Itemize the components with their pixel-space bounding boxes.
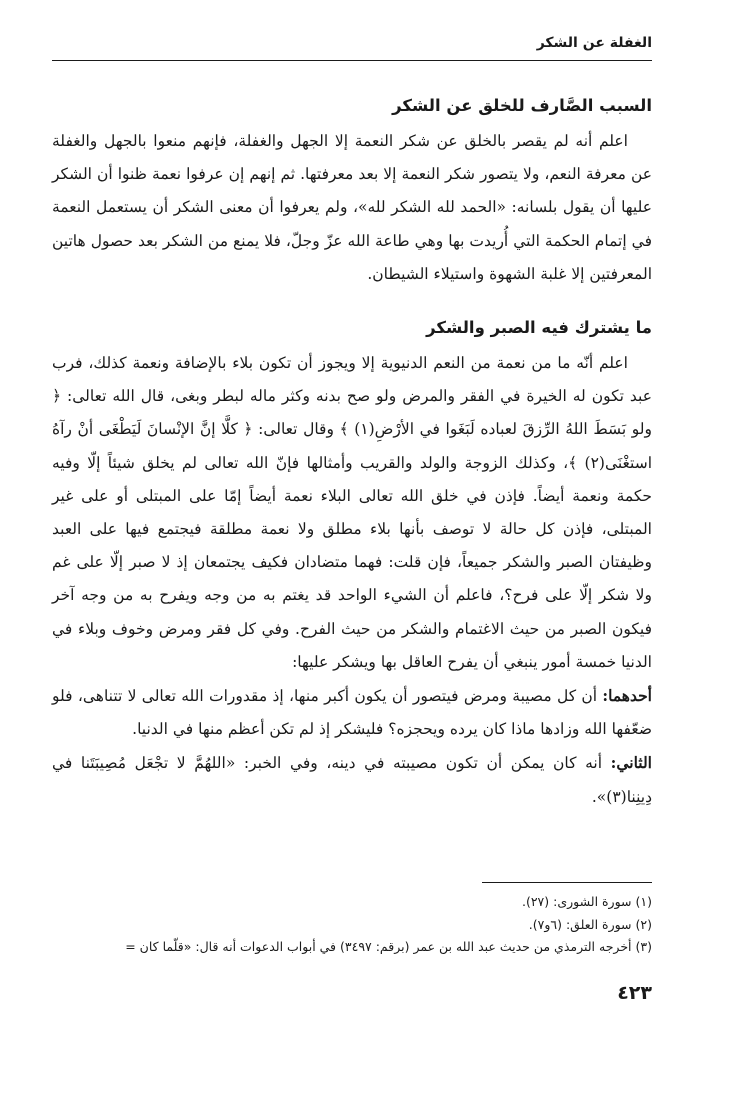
point-1-text: أن كل مصيبة ومرض فيتصور أن يكون أكبر منها، إذ مقدورات الله تعالى لا تتناهى، فلو ضعّفها الله وزادها ماذا كان يرده ويحجزه؟ فليشكر إذ لم تكن أعظم منها في الدنيا. <box>52 687 652 739</box>
footnote-3: (٣) أخرجه الترمذي من حديث عبد الله بن عمر (برقم: ٣٤٩٧) في أبواب الدعوات أنه قال: «قلّما كان = <box>125 939 652 954</box>
page-number: ٤٢٣ <box>617 982 652 1004</box>
section-heading-1: السبب الصَّارف للخلق عن الشكر <box>392 96 652 115</box>
point-1-paragraph <box>52 679 652 746</box>
running-header: الغفلة عن الشكر <box>52 30 652 61</box>
footnote-2: (٢) سورة العلق: (٦و٧). <box>528 916 652 932</box>
footnote-1: (١) سورة الشورى: (٢٧). <box>521 894 652 909</box>
book-page <box>52 30 652 1070</box>
point-1-label: أحدهما: <box>602 686 652 706</box>
point-2-label: الثاني: <box>610 753 652 773</box>
section-2-paragraph-1: اعلم أنّه ما من نعمة من النعم الدنيوية إلا ويجوز أن تكون بلاء بالإضافة ونعمة كذلك، فرب عبد تكون له الخيرة في الفقر والمرض ولو صح بدنه وكثر ماله لبطر وبغى، قال الله تعالى: ﴿ ولو بَسَطَ اللهُ الرِّزقَ لعباده لَبَغَوا في الأرْضِ(١) ﴾ وقال تعالى: ﴿ كلَّا إنَّ الإنْسانَ لَيَطْغَى أنْ رآهُ استغْنَى(٢) ﴾، وكذلك الزوجة والولد والقريب وأمثالها فإنّ الله تعالى لم يخلق شيئاً إلّا وفيه حكمة ونعمة أيضاً. فإذن في خلق الله تعالى البلاء نعمة أيضاً إمّا على المبتلى أو على غير المبتلى، فإذن كل حالة لا توصف بأنها بلاء مطلق ولا نعمة مطلقة فيجتمع فيها على العبد وظيفتان الصبر والشكر جميعاً، فإن قلت: فهما متضادان فكيف يجتمعان إذ لا صبر إلّا على غم ولا شكر إلّا على فرح؟، فاعلم أن الشيء الواحد قد يغتم به من وجه ويفرح به من وجه آخر فيكون الصبر من حيث الاغتمام والشكر من حيث الفرح. وفي كل فقر ومرض وخوف وبلاء في الدنيا خمسة أمور ينبغي أن يفرح العاقل بها ويشكر عليها: <box>52 354 652 671</box>
section-heading-2: ما يشترك فيه الصبر والشكر <box>426 318 652 338</box>
point-2-paragraph <box>52 746 652 813</box>
section-1-paragraph: اعلم أنه لم يقصر بالخلق عن شكر النعمة إلا الجهل والغفلة، فإنهم منعوا بالجهل والغفلة عن معرفة النعم، ولا يتصور شكر النعمة إلا بعد معرفتها. ثم إنهم إن عرفوا نعمة ظنوا أن الشكر عليها أن يقول بلسانه: «الحمد لله الشكر لله»، ولم يعرفوا أن معنى الشكر أن يستعمل النعمة في إتمام الحكمة التي أُريدت بها وهي طاعة الله عزّ وجلّ، فلا يمنع من الشكر بعد حصول هاتين المعرفتين إلا غلبة الشهوة واستيلاء الشيطان. <box>52 132 652 283</box>
footnote-divider <box>482 882 652 883</box>
point-2-text: أنه كان يمكن أن تكون مصيبته في دينه، وفي الخبر: «اللهُمَّ لا تجْعَل مُصِيبَتَنا في دِينِنا(٣)». <box>52 754 652 806</box>
footnotes <box>52 882 652 959</box>
